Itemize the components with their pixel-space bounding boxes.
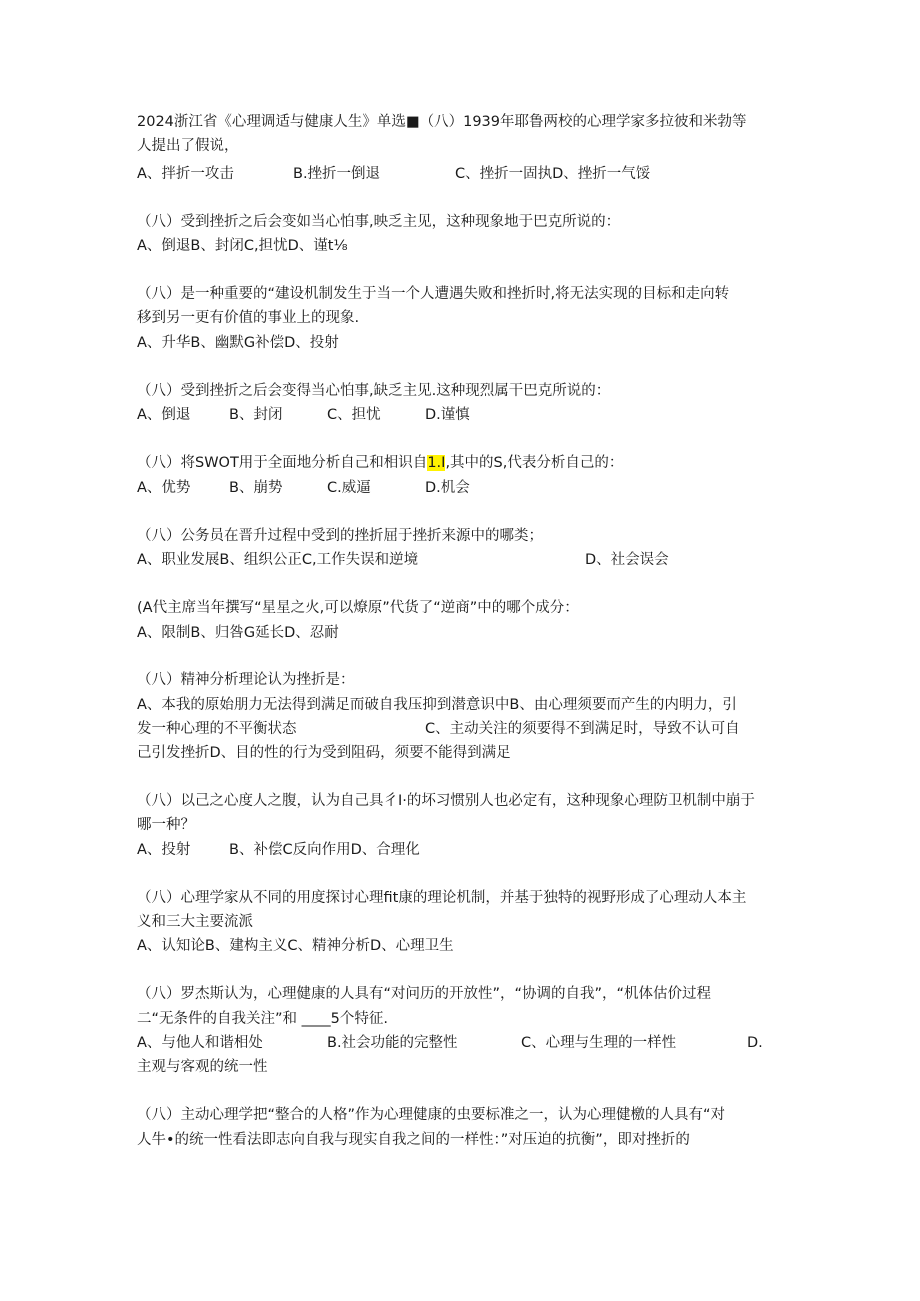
q8-line2-part-a: 发一种心理的不平衡状态 [137,721,297,737]
q5-stem [137,453,623,473]
q4-stem: （八）受到挫折之后会变得当心怕事,缺乏主见.这种现烈属干巴克所说的： [137,383,611,399]
q2-options: A、倒退B、封闭C,担忧D、谨t⅛ [137,238,348,254]
q4-option-a: A、倒退 [137,407,191,423]
q6-option-d: D、社会误会 [585,552,669,568]
q8-line3: 己引发挫折D、目的性的行为受到阻码，须要不能得到满足 [137,745,511,761]
q6-options-abc: A、职业发展B、组织公正C,工作失误和逆境 [137,552,419,568]
q11-option-a: A、与他人和谐相处 [137,1035,263,1051]
q10-stem-line2: 义和三大主要流派 [137,914,253,930]
q4-option-c: C、担忧 [327,407,381,423]
q11-stem-line1: （八）罗杰斯认为，心理健康的人具有“对问历的开放性”，“协调的自我”，“机体估价过程 [137,986,712,1002]
q9-options-bcd: B、补偿C反向作用D、合理化 [229,842,420,858]
q11-option-d: D. [747,1035,763,1051]
q2-stem: （八）受到挫折之后会变如当心怕事,映乏主见，这种现象地于巴克所说的： [137,214,621,230]
q10-stem-line1: （八）心理学家从不同的用度探讨心理fit康的理论机制，并基于独特的视野形成了心理动人本主 [137,890,747,906]
q1-option-a: A、拌折一攻击 [137,166,234,182]
q12-stem-line2: 人牛•的统一性看法即志向自我与现实自我之间的一样性：”对压迫的抗衡”，即对挫折的 [137,1132,690,1148]
q3-stem-line1: （八）是一种重要的“建设机制发生于当一个人遭遇失败和挫折时,将无法实现的目标和走向转 [137,286,730,302]
q9-option-a: A、投射 [137,842,191,858]
q5-option-b: B、崩势 [229,480,283,496]
q9-stem-line2: 哪一种？ [137,817,195,833]
q4-option-d: D.谨慎 [425,407,470,423]
q12-stem-line1: （八）主动心理学把“整合的人格”作为心理健康的虫要标准之一，认为心理健檄的人具有“对 [137,1107,726,1123]
q7-stem: (A代主席当年撰写“星星之火,可以燎原”代货了“逆商”中的哪个成分： [137,600,579,616]
q8-line1: A、本我的原始朋力无法得到满足而破自我压抑到潜意识中B、由心理须要而产生的内明力，引 [137,697,737,713]
q5-stem-post: ,其中的S,代表分析自己的： [445,455,624,471]
q3-options: A、升华B、幽默G补偿D、投射 [137,335,339,351]
q1-stem-line1: 2024浙江省《心理调适与健康人生》单选■（八）1939年耶鲁两校的心理学家多拉彼和米勃等 [137,114,747,130]
q7-options: A、限制B、归咎G延长D、忍耐 [137,625,339,641]
q8-line2-part-b: C、主动关注的须要得不到满足时，导致不认可自 [425,721,740,737]
q4-option-b: B、封闭 [229,407,283,423]
q1-options-cd: C、挫折一固执D、挫折一气馁 [455,166,651,182]
q8-stem: （八）精神分析理论认为挫折是： [137,672,355,688]
q5-stem-pre: （八）将SWOT用于全面地分析自己和相识自 [137,455,428,471]
q5-option-a: A、优势 [137,480,191,496]
q6-stem: （八）公务员在晋升过程中受到的挫折屈于挫折来源中的哪类； [137,528,543,544]
q3-stem-line2: 移到另一更有价值的事业上的现象. [137,310,360,326]
q1-stem-line2: 人提出了假说， [137,138,239,154]
q9-stem-line1: （八）以己之心度人之腹，认为自己具彳I·的坏习惯别人也必定有，这种现象心理防卫机制中崩于 [137,793,755,809]
q11-stem-line2: 二“无条件的自我关注”和 ____5个特征. [137,1011,388,1027]
q11-option-b: B.社会功能的完整性 [327,1035,458,1051]
q10-options: A、认知论B、建构主义C、精神分析D、心理卫生 [137,938,454,954]
q5-stem-highlight: 1.I [427,455,446,471]
q11-option-d-text: 主观与客观的统一性 [137,1059,268,1075]
q11-option-c: C、心理与生理的一样性 [521,1035,677,1051]
q1-option-b: B.挫折一倒退 [293,166,381,182]
q5-option-d: D.机会 [425,480,470,496]
q5-option-c: C.威逼 [327,480,371,496]
